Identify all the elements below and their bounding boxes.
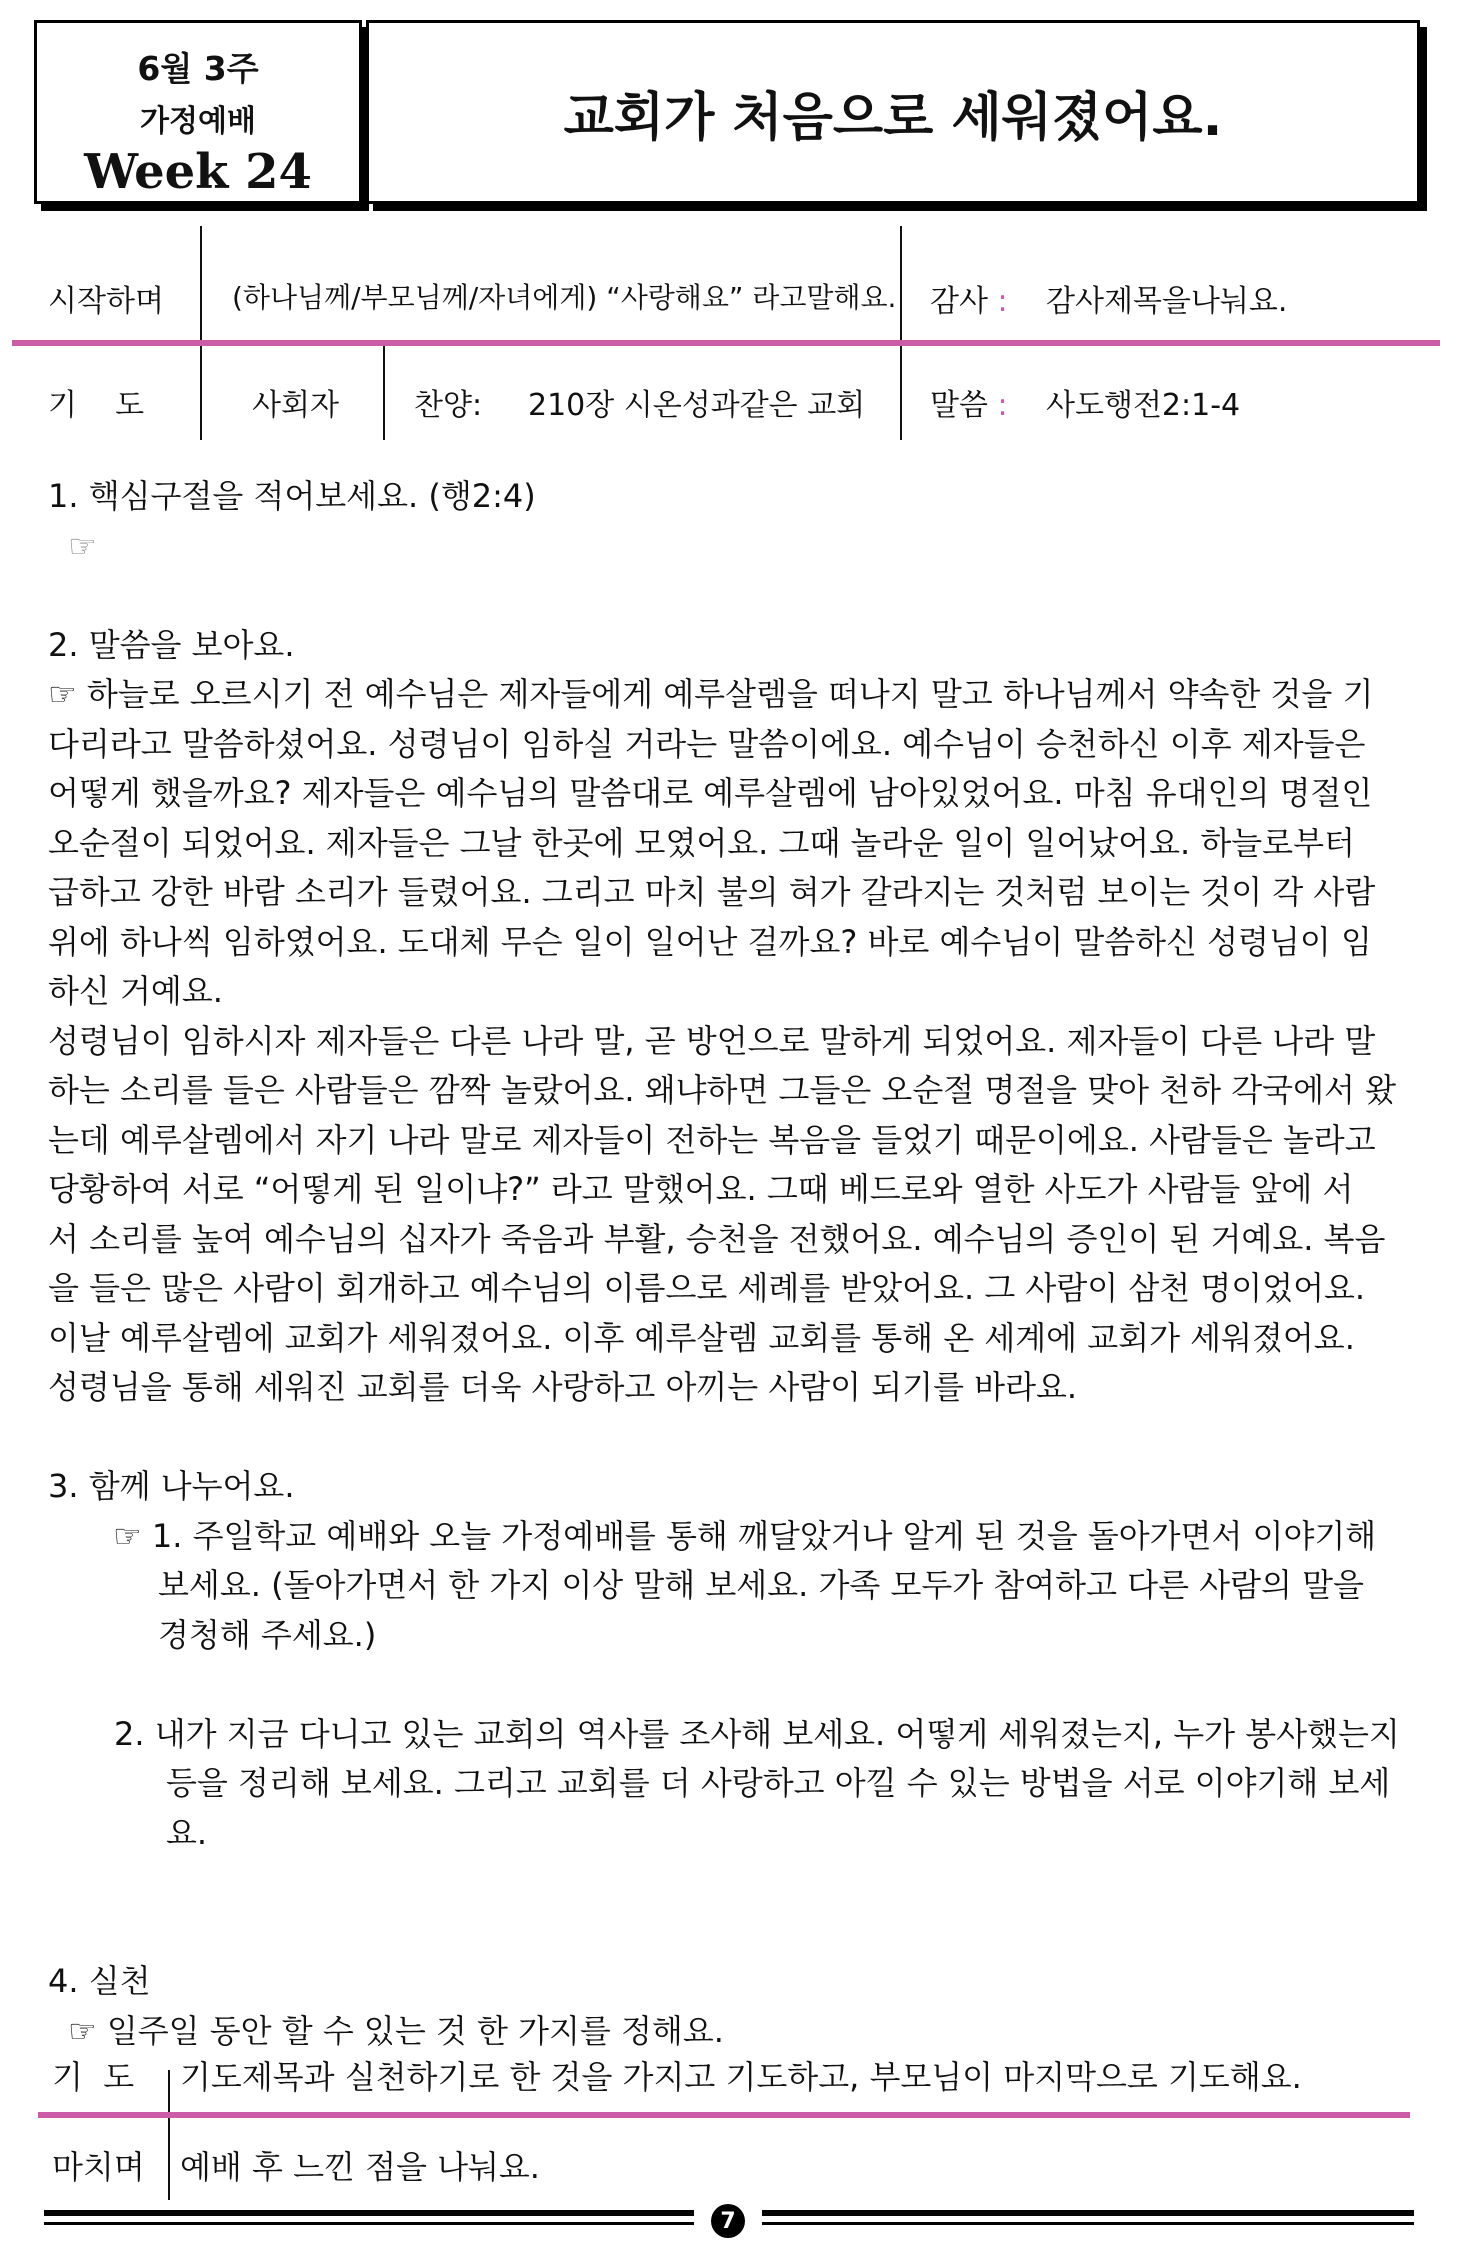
section-2-line: 성령님을 통해 세워진 교회를 더욱 사랑하고 아끼는 사람이 되기를 바라요. (48, 1368, 1078, 1406)
page-number: 7 (711, 2204, 745, 2238)
footer-bar (44, 2210, 694, 2216)
hymn-label: 찬양: (414, 388, 483, 423)
section-2-line: 하신 거예요. (48, 972, 223, 1010)
start-label: 시작하며 (48, 284, 164, 319)
leader-label: 사회자 (252, 388, 339, 423)
section-2-title: 2. 말씀을 보아요. (48, 625, 295, 664)
section-2-line: 을 들은 많은 사람이 회개하고 예수님의 이름으로 세례를 받았어요. 그 사람이 삼천 명이었어요. (48, 1269, 1366, 1307)
section-2-line: ☞ 하늘로 오르시기 전 예수님은 제자들에게 예루살렘을 떠나지 말고 하나님께서 약속한 것을 기 (48, 675, 1374, 713)
footer-bar (44, 2222, 694, 2225)
pointing-hand-icon: ☞ (68, 526, 97, 565)
worship-type: 가정예배 (140, 104, 256, 139)
footer-divider (168, 2070, 170, 2200)
pink-divider (12, 340, 1440, 346)
section-4-text: ☞ 일주일 동안 할 수 있는 것 한 가지를 정해요. (68, 2011, 724, 2050)
footer-close-text: 예배 후 느낀 점을 나눠요. (180, 2148, 540, 2186)
section-2-line: 당황하여 서로 “어떻게 된 일이냐?” 라고 말했어요. 그때 베드로와 열한 사도가 사람들 앞에 서 (48, 1170, 1354, 1208)
footer-close-label: 마치며 (52, 2148, 145, 2186)
section-2-line: 다리라고 말씀하셨어요. 성령님이 임하실 거라는 말씀이에요. 예수님이 승천하신 이후 제자들은 (48, 724, 1366, 763)
prayer-label: 기 도 (48, 388, 145, 423)
section-2-line: 하는 소리를 들은 사람들은 깜짝 놀랐어요. 왜냐하면 그들은 오순절 명절을 맞아 천하 각국에서 왔 (48, 1071, 1396, 1109)
week-number: Week 24 (84, 144, 312, 200)
start-text: (하나님께/부모님께/자녀에게) “사랑해요” 라고말해요. (232, 281, 897, 314)
table-divider (383, 344, 385, 440)
page-title: 교회가 처음으로 세워졌어요. (563, 87, 1223, 148)
lesson-body (48, 472, 1420, 2056)
section-4-title: 4. 실천 (48, 1962, 151, 2000)
section-3-title: 3. 함께 나누어요. (48, 1467, 295, 1505)
section-2-line: 오순절이 되었어요. 제자들은 그날 한곳에 모였어요. 그때 놀라운 일이 일어났어요. 하늘로부터 (48, 823, 1355, 862)
footer-bar (762, 2222, 1414, 2225)
table-divider (900, 226, 902, 440)
section-2-line: 성령님이 임하시자 제자들은 다른 나라 말, 곧 방언으로 말하게 되었어요. 제자들이 다른 나라 말 (48, 1021, 1376, 1060)
section-2-line: 서 소리를 높여 예수님의 십자가 죽음과 부활, 승천을 전했어요. 예수님의 증인이 된 거예요. 복음 (48, 1219, 1386, 1258)
pink-divider (38, 2112, 1410, 2118)
thanks-text: 감사제목을나눠요. (1046, 284, 1288, 319)
word-text: 사도행전2:1-4 (1046, 388, 1241, 423)
footer-prayer-text: 기도제목과 실천하기로 한 것을 가지고 기도하고, 부모님이 마지막으로 기도해요. (180, 2058, 1302, 2096)
section-2-text (48, 670, 1420, 1413)
footer-prayer-label: 기 도 (52, 2058, 135, 2096)
week-info-box (34, 20, 362, 204)
section-3-question-2: 2. 내가 지금 다니고 있는 교회의 역사를 조사해 보세요. 어떻게 세워졌는지, 누가 봉사했는지 등을 정리해 보세요. 그리고 교회를 더 사랑하고 아낄 수 있는 방법을 서로 이야기해 보세요. (114, 1714, 1400, 1852)
section-2-line: 어떻게 했을까요? 제자들은 예수님의 말씀대로 예루살렘에 남아있었어요. 마침 유대인의 명절인 (48, 774, 1373, 812)
word-label: 말씀 : (930, 388, 1008, 423)
title-box (366, 20, 1420, 204)
hymn-text: 210장 시온성과같은 교회 (528, 388, 866, 423)
thanks-label: 감사 : (930, 284, 1008, 319)
footer-bar (762, 2210, 1414, 2216)
section-1-title: 1. 핵심구절을 적어보세요. (행2:4) (48, 477, 536, 515)
week-date: 6월 3주 (137, 49, 259, 88)
section-2-line: 위에 하나씩 임하였어요. 도대체 무슨 일이 일어난 걸까요? 바로 예수님이 말씀하신 성령님이 임 (48, 922, 1372, 961)
section-2-line: 이날 예루살렘에 교회가 세워졌어요. 이후 예루살렘 교회를 통해 온 세계에 교회가 세워졌어요. (48, 1318, 1355, 1357)
section-3-question-1: ☞ 1. 주일학교 예배와 오늘 가정예배를 통해 깨달았거나 알게 된 것을 돌아가면서 이야기해 보세요. (돌아가면서 한 가지 이상 말해 보세요. 가족 모두가 참여하고 다른 사람의 말을 경청해 주세요.) (113, 1516, 1377, 1654)
section-2-line: 는데 예루살렘에서 자기 나라 말로 제자들이 전하는 복음을 들었기 때문이에요. 사람들은 놀라고 (48, 1120, 1376, 1159)
section-2-line: 급하고 강한 바람 소리가 들렸어요. 그리고 마치 불의 혀가 갈라지는 것처럼 보이는 것이 각 사람 (48, 873, 1376, 911)
table-divider (200, 226, 202, 440)
